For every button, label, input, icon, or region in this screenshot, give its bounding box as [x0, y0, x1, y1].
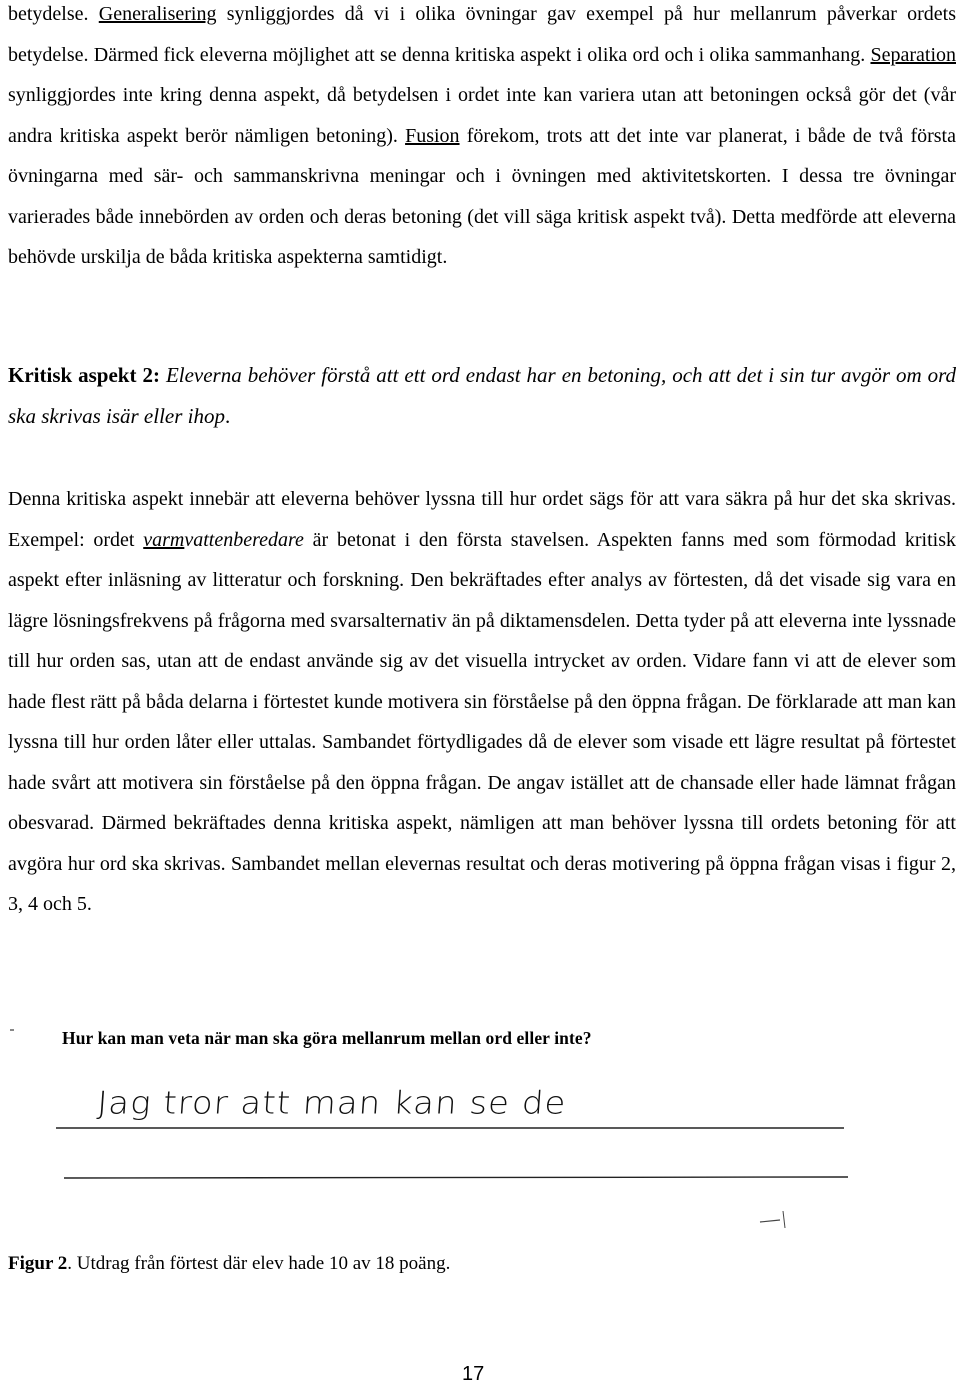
- paragraph-mid-start: Denna kritiska aspekt innebär att eleverna behöver lyssna till hur ordet sägs för att vara säkra på hur det ska skrivas. Exempel: ordet: [8, 488, 956, 551]
- figure-2-scan: [8, 1016, 956, 1241]
- figure-handwritten-answer: Jag tror att man kan se de: [96, 1085, 568, 1122]
- example-stressed-syllable: varm: [143, 528, 185, 551]
- caption-label: Figur 2: [8, 1253, 68, 1274]
- figure-answer-lines: [8, 1016, 956, 1241]
- aspect-end: .: [224, 403, 231, 428]
- aspect-statement: Eleverna behöver förstå att ett ord endast har en betoning, och att det i sin tur avgör om ord ska skrivas isär eller ihop: [8, 363, 957, 428]
- paragraph-top-text-2: synliggjordes inte kring denna aspekt, då betydelsen i ordet inte kan variera utan att betoningen också gör det (vår andra kritiska aspekt berör nämligen betoning).: [8, 84, 956, 147]
- paragraph-top-start: betydelse.: [8, 3, 99, 25]
- paragraph-top-text-1: synliggjordes då vi i olika övningar gav exempel på hur mellanrum påverkar ordets betydelse. Därmed fick eleverna möjlighet att se denna kritiska aspekt i olika ord och i olika sammanhang.: [8, 3, 956, 66]
- example-word-rest: vattenberedare: [184, 528, 304, 551]
- paragraph-top: [8, 0, 956, 278]
- term-fusion: Fusion: [405, 124, 460, 147]
- paragraph-top-text-3: förekom, trots att det inte var planerat, i både de två första övningarna med sär- och sammanskrivna meningar och i övningen med aktivitetskorten. I dessa tre övningar varierades både innebörden av orden och deras betoning (det vill säga kritisk aspekt två). Detta medförde att eleverna behövde urskilja de båda kritiska aspekterna samtidigt.: [8, 124, 956, 268]
- caption-text: . Utdrag från förtest där elev hade 10 av 18 poäng.: [67, 1253, 451, 1274]
- paragraph-mid: [8, 479, 956, 925]
- paragraph-mid-rest: är betonat i den första stavelsen. Aspekten fanns med som förmodad kritisk aspekt efter inläsning av litteratur och forskning. Den bekräftades efter analys av förtesten, då det visade sig vara en lägre lösningsfrekvens på frågorna med svarsalternativ än på diktamensdelen. Detta tyder på att eleverna inte lyssnade till hur orden sas, utan att de endast använde sig av det visuella intrycket av orden. Vidare fann vi att de elever som hade flest rätt på båda delarna i förtestet kunde motivera sin förståelse på den öppna frågan. De förklarade att man kan lyssna till hur orden låter eller uttalas. Sambandet förtydligades då de elever som visade ett lägre resultat på förtestet hade svårt att motivera sin förståelse på den öppna frågan. De angav istället att de chansade eller hade lämnat frågan obesvarad. Därmed bekräftades denna kritiska aspekt, nämligen att man behöver lyssna till ordets betoning för att avgöra hur ord ska skrivas. Sambandet mellan elevernas resultat och deras motivering på öppna frågan visas i figur 2, 3, 4 och 5.: [8, 528, 956, 915]
- term-separation: Separation: [870, 43, 956, 66]
- page-number: 17: [462, 1363, 485, 1385]
- critical-aspect-heading: [8, 355, 956, 436]
- term-generalisering: Generalisering: [98, 3, 217, 25]
- figure-caption: [8, 1253, 450, 1275]
- aspect-label: Kritisk aspekt 2:: [8, 363, 160, 387]
- figure-question: Hur kan man veta när man ska göra mellanrum mellan ord eller inte?: [62, 1028, 592, 1048]
